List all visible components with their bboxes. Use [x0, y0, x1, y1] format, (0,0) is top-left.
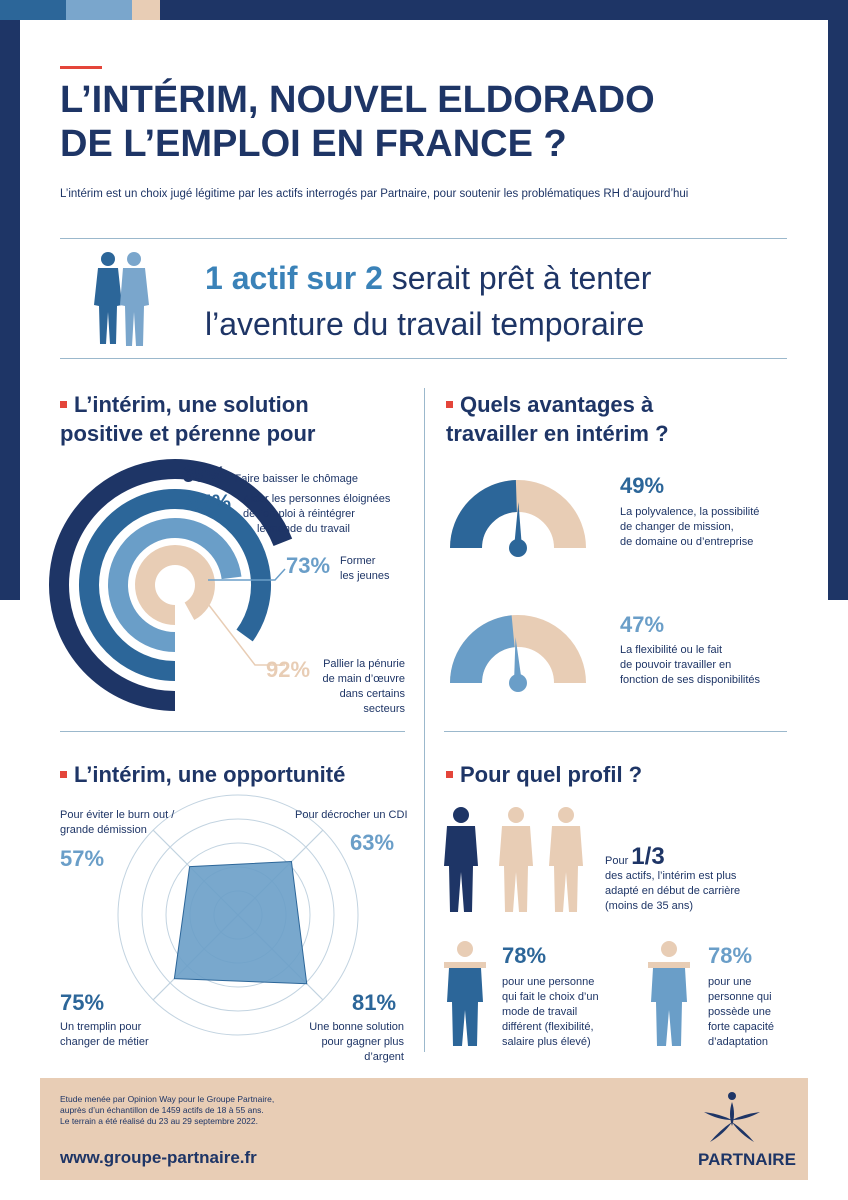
partnaire-logo-text: PARTNAIRE	[698, 1150, 796, 1169]
person-icon	[648, 940, 690, 1048]
divider	[60, 731, 405, 732]
profil-right-label	[708, 975, 774, 1050]
divider	[444, 731, 787, 732]
opportunite-item-2-pct: 63%	[350, 830, 395, 855]
top-bar-beige	[132, 0, 160, 20]
profil-left-label	[502, 975, 599, 1050]
opportunite-item-1-label	[60, 808, 174, 838]
opportunite-item-2-label: Pour décrocher un CDI	[295, 809, 408, 821]
profil-third-prefix: Pour	[605, 855, 632, 867]
highlight-rest: serait prêt à tenter	[382, 260, 652, 296]
opportunite-title: L’intérim, une opportunité	[74, 762, 346, 787]
avantage-1-label	[620, 505, 759, 550]
footer-note-line: Le terrain a été réalisé du 23 au 29 septembre 2022.	[60, 1116, 258, 1126]
label-line: pour une personne	[502, 976, 595, 988]
label-line: Une bonne solution	[309, 1021, 404, 1033]
three-people-icon-group	[443, 806, 593, 916]
gauge-chart-1	[440, 465, 590, 570]
label-line: possède une	[708, 1006, 771, 1018]
label-line: de domaine ou d’entreprise	[620, 536, 754, 548]
label-line: de l’emploi à réintégrer	[243, 508, 355, 520]
opportunite-item-3-label	[60, 1020, 149, 1050]
footer	[40, 1078, 808, 1180]
profil-section-title	[446, 760, 642, 789]
gauge-fill	[466, 496, 516, 548]
label-line: de pouvoir travailler en	[620, 659, 732, 671]
title-accent-line	[60, 66, 102, 69]
column-divider	[424, 388, 425, 1052]
highlight-line-1	[205, 258, 651, 298]
red-square-bullet	[446, 401, 453, 408]
partnaire-star-logo	[700, 1090, 764, 1146]
avantage-2-label	[620, 643, 760, 688]
solution-item-3-label	[340, 554, 390, 584]
gauge-fill	[466, 631, 513, 683]
radial-bar-4	[145, 555, 205, 615]
page-title	[60, 78, 655, 166]
two-people-icon	[88, 250, 158, 350]
gauge-hub	[509, 674, 527, 692]
label-line: Pallier la pénurie	[323, 658, 405, 670]
label-line: Un tremplin pour	[60, 1021, 142, 1033]
label-line: différent (flexibilité,	[502, 1021, 594, 1033]
solution-item-2	[187, 490, 231, 516]
avantages-title-line-2: travailler en intérim ?	[446, 421, 669, 446]
solution-item-1-pct: 69%	[182, 462, 227, 487]
profil-third-label	[605, 869, 740, 914]
avantages-title-line-1: Quels avantages à	[460, 392, 654, 417]
label-line: fonction de ses disponibilités	[620, 674, 761, 686]
person-icon	[549, 807, 583, 912]
page-subtitle: L’intérim est un choix jugé légitime par les actifs interrogés par Partnaire, pour soutenir les problématiques RH d’aujourd’hui	[60, 188, 689, 200]
label-line: Pour éviter le burn out /	[60, 809, 175, 821]
red-square-bullet	[60, 401, 67, 408]
label-line: grande démission	[60, 824, 147, 836]
website-link[interactable]: www.groupe-partnaire.fr	[60, 1148, 257, 1167]
person-icon	[444, 940, 486, 1048]
profil-right-pct: 78%	[708, 943, 753, 968]
avantages-section-title	[446, 390, 669, 448]
person-icon	[444, 807, 478, 912]
opportunite-item-1-pct: 57%	[60, 846, 105, 871]
label-line: mode de travail	[502, 1006, 578, 1018]
profil-left-pct: 78%	[502, 943, 547, 968]
label-line: des actifs, l’intérim est plus	[605, 870, 737, 882]
label-line: La flexibilité ou le fait	[620, 644, 723, 656]
profil-third	[605, 843, 665, 871]
label-line: de main d’œuvre	[322, 673, 405, 685]
divider	[60, 358, 787, 359]
divider	[60, 238, 787, 239]
leader-line	[208, 569, 285, 580]
solution-item-1	[182, 462, 358, 488]
label-line: personne qui	[708, 991, 772, 1003]
solution-item-4-label	[302, 657, 405, 717]
solution-section-title	[60, 390, 316, 448]
title-line-1: L’INTÉRIM, NOUVEL ELDORADO	[60, 79, 655, 121]
red-square-bullet	[60, 771, 67, 778]
label-line: pour une	[708, 976, 752, 988]
solution-title-line-1: L’intérim, une solution	[74, 392, 309, 417]
solution-item-2-label	[243, 492, 390, 537]
label-line: adapté en début de carrière	[605, 885, 741, 897]
radar-area	[174, 862, 306, 984]
solution-item-3	[286, 553, 330, 579]
opportunite-section-title	[60, 760, 345, 789]
solution-title-line-2: positive et pérenne pour	[60, 421, 316, 446]
title-line-2: DE L’EMPLOI EN FRANCE ?	[60, 123, 567, 165]
opportunite-item-4-label	[290, 1020, 404, 1065]
profil-title: Pour quel profil ?	[460, 762, 643, 787]
footer-note-line: Etude menée par Opinion Way pour le Groupe Partnaire,	[60, 1094, 275, 1104]
red-square-bullet	[446, 771, 453, 778]
label-line: salaire plus élevé)	[502, 1036, 591, 1048]
label-line: Former	[340, 555, 376, 567]
solution-item-1-label: Faire baisser le chômage	[234, 473, 359, 485]
label-line: le monde du travail	[257, 523, 350, 535]
label-line: dans certains secteurs	[339, 688, 405, 715]
gauge-hub	[509, 539, 527, 557]
solution-item-2-pct: 85%	[187, 490, 232, 515]
opportunite-item-4-pct: 81%	[352, 990, 397, 1015]
label-line: de changer de mission,	[620, 521, 734, 533]
label-line: La polyvalence, la possibilité	[620, 506, 760, 518]
label-line: qui fait le choix d’un	[502, 991, 599, 1003]
top-bar-blue	[0, 0, 66, 20]
solution-item-3-pct: 73%	[286, 553, 331, 578]
top-color-bars	[0, 0, 848, 20]
footer-note	[60, 1094, 274, 1127]
label-line: Aider les personnes éloignées	[243, 493, 391, 505]
highlight-strong: 1 actif sur 2	[205, 260, 383, 296]
label-line: changer de métier	[60, 1036, 149, 1048]
person-icon	[499, 807, 533, 912]
label-line: (moins de 35 ans)	[605, 900, 694, 912]
avantage-1-pct: 49%	[620, 473, 665, 498]
label-line: d’adaptation	[708, 1036, 768, 1048]
label-line: forte capacité	[708, 1021, 775, 1033]
profil-third-value: 1/3	[631, 843, 665, 870]
label-line: les jeunes	[340, 570, 390, 582]
solution-item-4-pct: 92%	[266, 657, 311, 682]
top-bar-light-blue	[66, 0, 132, 20]
footer-note-line: auprès d’un échantillon de 1459 actifs de 18 à 55 ans.	[60, 1105, 264, 1115]
avantage-2-pct: 47%	[620, 612, 665, 637]
gauge-chart-2	[440, 600, 590, 705]
label-line: pour gagner plus d’argent	[321, 1036, 404, 1063]
highlight-line-2: l’aventure du travail temporaire	[205, 306, 645, 342]
opportunite-item-3-pct: 75%	[60, 990, 105, 1015]
